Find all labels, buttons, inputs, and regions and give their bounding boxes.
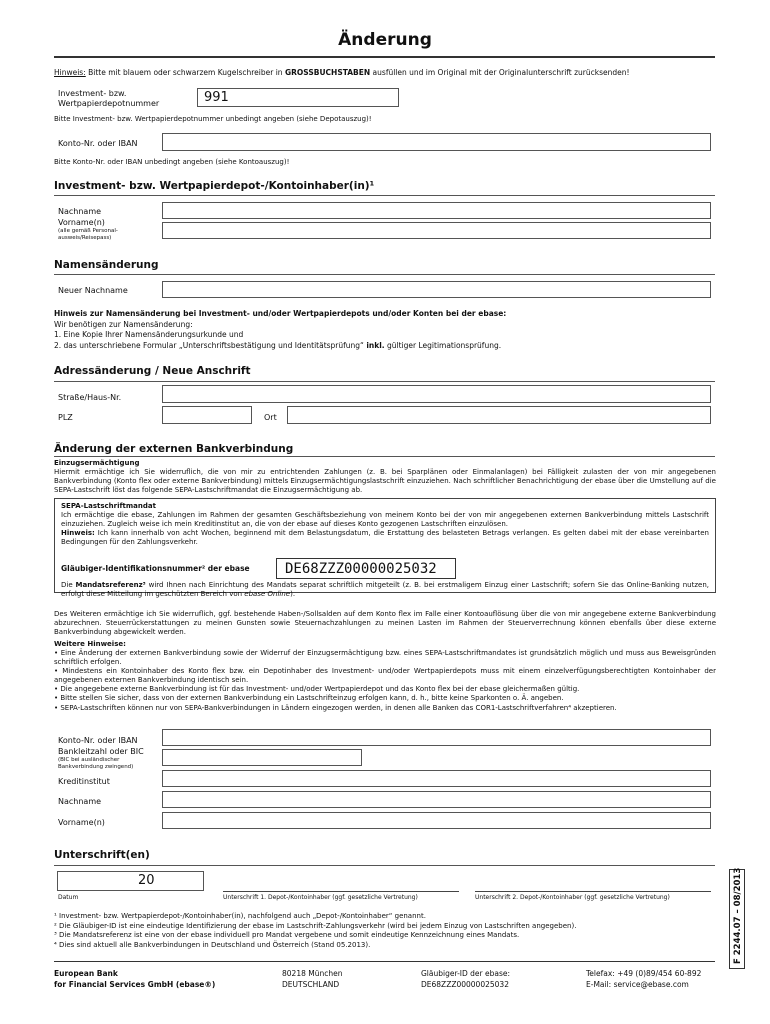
footer-rule [54,961,715,962]
bank-heading: Änderung der externen Bankverbindung [54,443,294,455]
address-rule [54,381,715,382]
mandate-reference-text: Die Mandatsreferenz³ wird Ihnen nach Einrichtung des Mandats separat schriftlich mitgeteilt (z. B. bei erstmaligem Einzug einer Lastschrift; sofern Sie das Online-Banking nutzen, erfolgt diese Mitteilung im geschützten Bereich von ebase Online). [61,581,709,598]
holder-vorname-note: (alle gemäß Personal- ausweis/Reisepass) [58,228,118,241]
namechange-heading: Namensänderung [54,259,159,271]
depot-note: Bitte Investment- bzw. Wertpapierdepotnummer unbedingt angeben (siehe Depotauszug)! [54,115,372,123]
bic-field[interactable] [162,749,362,766]
footer-company: European Bank for Financial Services GmbH (ebase®) [54,969,216,989]
title-rule [54,56,715,58]
bic-note: (BIC bei ausländischer Bankverbindung zwingend) [58,757,134,770]
namechange-hint: Hinweis zur Namensänderung bei Investment- und/oder Wertpapierdepots und/oder Konten bei der ebase: Wir benötigen zur Namensänderung: 1. Eine Kopie Ihrer Namensänderungsurkunde und 2. das unterschriebene Formular „Unterschriftsbestätigung und Identitätsprüfung“ inkl. gültiger Legitimationsprüfung. [54,309,507,350]
saldo-text: Des Weiteren ermächtige ich Sie widerruflich, ggf. bestehende Haben-/Sollsalden auf dem Konto flex im Falle einer Kontoauflösung über die von mir angegebene externe Bankverbindung abzurechnen. Steuerrückerstattungen zu meinen Gunsten sowie Steuernachzahlungen zu meinen Lasten im Rahmen der Steuerverrechnung können ebenfalls über diese externe Bankverbindung abgewickelt werden. [54,610,716,637]
institut-field[interactable] [162,770,711,787]
signature-rule [54,865,715,866]
address-heading: Adressänderung / Neue Anschrift [54,365,251,377]
bank-vorname-label: Vorname(n) [58,818,105,827]
bank-iban-label: Konto-Nr. oder IBAN [58,736,138,745]
bank-rule [54,456,715,457]
footer-contact: Telefax: +49 (0)89/454 60-892 E-Mail: service@ebase.com [586,969,702,989]
holder-vorname-label: Vorname(n) [58,218,105,227]
signature-line-2[interactable] [475,891,711,892]
depot-label: Investment- bzw. Wertpapierdepotnummer [58,89,160,108]
date-field[interactable]: 20 [57,871,204,891]
ort-label: Ort [264,413,277,422]
bank-iban-field[interactable] [162,729,711,746]
new-lastname-field[interactable] [162,281,711,298]
einzug-text: Hiermit ermächtige ich Sie widerruflich, die von mir zu entrichtenden Zahlungen (z. B. bei Sparplänen oder Einmalanlagen) bei Fälligkeit zulasten der von mir angegebenen Bankverbindung (Konto flex oder externe Bankverbindung) mittels Einzugsermächtigungslastschrift einzuziehen. Nach schriftlicher Benachrichtigung der ebase über die Umstellung auf die SEPA-Lastschrift löst das folgende SEPA-Lastschriftmandat die Einzugsermächtigung ab. [54,468,716,495]
namechange-rule [54,274,715,275]
bic-label: Bankleitzahl oder BIC [58,747,144,756]
mandate-title: SEPA-Lastschriftmandat [61,502,156,510]
hint-bullet: • Eine Änderung der externen Bankverbindung sowie der Widerruf der Einzugsermächtigung bzw. eines SEPA-Lastschriftmandates ist grundsätzlich möglich und muss aus Beweisgründen schriftlich erfolgen. [54,649,716,667]
new-lastname-label: Neuer Nachname [58,286,128,295]
fill-in-hint: Hinweis: Bitte mit blauem oder schwarzem Kugelschreiber in GROSSBUCHSTABEN ausfüllen und im Original mit der Originalunterschrift zurücksenden! [54,68,630,77]
date-label: Datum [58,894,79,901]
konto-iban-field[interactable] [162,133,711,151]
bank-nachname-label: Nachname [58,797,102,806]
footnote: ⁴ Dies sind aktuell alle Bankverbindungen in Deutschland und Österreich (Stand 05.2013). [54,940,371,949]
footnote: ¹ Investment- bzw. Wertpapierdepot-/Kontoinhaber(in), nachfolgend auch „Depot-/Kontoinhaber“ genannt. [54,912,426,920]
hint-bullet: • Bitte stellen Sie sicher, dass von der externen Bankverbindung ein Lastschrifteinzug erfolgen kann, d. h., bitte keine Sparkonten o. Ä. angeben. [54,694,564,703]
mandate-hint: Hinweis: Ich kann innerhalb von acht Wochen, beginnend mit dem Belastungsdatum, die Erstattung des belasteten Betrags verlangen. Es gelten dabei mit der ebase vereinbarten Bedingungen für den Zahlungsverkehr. [61,529,709,546]
gid-label: Gläubiger-Identifikationsnummer² der ebase [61,564,250,573]
signature-2-label: Unterschrift 2. Depot-/Kontoinhaber (ggf. gesetzliche Vertretung) [475,894,670,901]
street-label: Straße/Haus-Nr. [58,393,122,402]
depot-number-field[interactable]: 991 [197,88,399,107]
footnote: ³ Die Mandatsreferenz ist eine von der ebase individuell pro Mandat vergebene und somit eindeutige Kennzeichnung eines Mandats. [54,931,520,939]
footnote: ² Die Gläubiger-ID ist eine eindeutige Identifizierung der ebase im Lastschrift-Zahlungsverkehr (wird bei jedem Einzug von Lastschriften angegeben). [54,921,577,930]
form-code-box [729,869,745,969]
holder-heading: Investment- bzw. Wertpapierdepot-/Kontoinhaber(in)¹ [54,180,375,192]
signature-1-label: Unterschrift 1. Depot-/Kontoinhaber (ggf. gesetzliche Vertretung) [223,894,418,901]
weitere-hinweise-heading: Weitere Hinweise: [54,640,126,648]
footnotes [54,912,576,950]
ort-field[interactable] [287,406,711,424]
hint-bullet: • SEPA-Lastschriften können nur von SEPA-Bankverbindungen in Ländern eingezogen werden, in denen alle Banken das COR1-Lastschriftverfahren⁴ akzeptieren. [54,703,617,712]
plz-field[interactable] [162,406,252,424]
footer-address: 80218 München DEUTSCHLAND [282,969,343,989]
weitere-hinweise-list [54,649,716,713]
holder-vorname-field[interactable] [162,222,711,239]
holder-rule [54,195,715,196]
bank-nachname-field[interactable] [162,791,711,808]
bank-vorname-field[interactable] [162,812,711,829]
plz-label: PLZ [58,413,73,422]
street-field[interactable] [162,385,711,403]
page-title: Änderung [338,30,432,50]
konto-label: Konto-Nr. oder IBAN [58,139,138,148]
holder-nachname-label: Nachname [58,207,102,216]
hint-bullet: • Mindestens ein Kontoinhaber des Konto flex bzw. ein Depotinhaber des Investment- und/oder Wertpapierdepots muss mit einem einzelverfügungsberechtigten Kontoinhaber der angegebenen externen Bankverbindung identisch sein. [54,667,716,685]
creditor-id-value: DE68ZZZ00000025032 [276,558,456,579]
footer-creditor: Gläubiger-ID der ebase: DE68ZZZ00000025032 [421,969,511,989]
signature-heading: Unterschrift(en) [54,849,150,861]
konto-note: Bitte Konto-Nr. oder IBAN unbedingt angeben (siehe Kontoauszug)! [54,158,290,166]
institut-label: Kreditinstitut [58,777,110,786]
mandate-text: Ich ermächtige die ebase, Zahlungen im Rahmen der gesamten Geschäftsbeziehung von meinem Konto bei der von mir angegebenen externen Bankverbindung mittels Lastschrift einzuziehen. Zugleich weise ich mein Kreditinstitut an, die von der ebase auf dieses Konto gezogenen Lastschriften einzulösen. [61,511,709,528]
signature-line-1[interactable] [223,891,459,892]
einzug-heading: Einzugsermächtigung [54,459,140,467]
form-code: F 2244.07 – 08/2013 [733,867,743,964]
hint-bullet: • Die angegebene externe Bankverbindung ist für das Investment- und/oder Wertpapierdepot und das Konto flex bei der ebase gleichermaßen gültig. [54,685,580,694]
holder-nachname-field[interactable] [162,202,711,219]
